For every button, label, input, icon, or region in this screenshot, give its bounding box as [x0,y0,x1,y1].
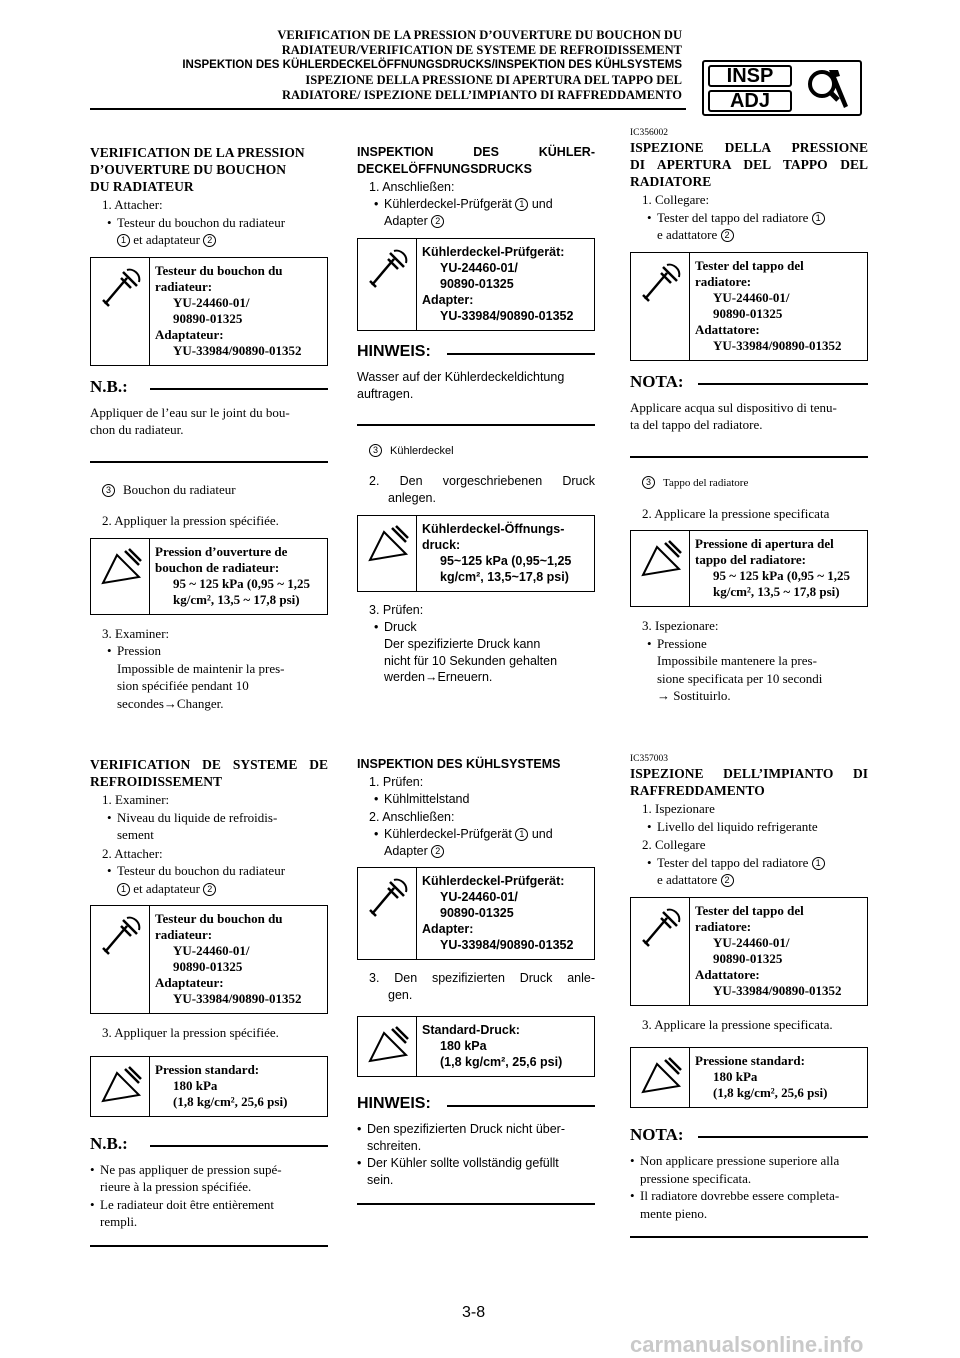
step-3: 3. Prüfen: [369,602,424,617]
note-heading: NOTA: [630,1124,868,1146]
section-heading: ISPEZIONE DELL’IMPIANTO DI RAFFREDDAMENTO [630,766,868,798]
note-text: Applicare acqua sul dispositivo di tenu- ta del tappo del radiatore. [630,399,837,433]
specification-gauge-icon [639,539,683,583]
special-tool-wrench-icon [639,906,683,950]
tool-spec-text: Kühlerdeckel-Prüfgerät: YU-24460-01/ 90890-01325 Adapter: YU-33984/90890-01352 [422,874,574,953]
step-1-item: • Kühlmittelstand [357,791,595,808]
special-tool-wrench-icon [639,261,683,305]
note-heading: N.B.: [90,376,328,398]
tool-box [90,905,328,1014]
step-1: 1. Prüfen: [369,775,424,789]
header-title-line: RADIATEUR/VERIFICATION DE SYSTEME DE REFROIDISSEMENT [281,43,682,57]
tool-box [357,867,595,960]
step-3-item: • Pressione [630,635,868,653]
header-rule [90,108,686,110]
step-3-text: Impossibile mantenere la pres- sione specificata per 10 secondi → Sostituirlo. [657,653,823,704]
note-end-rule [357,424,595,426]
spec-box [630,530,868,607]
special-tool-wrench-icon [366,876,410,920]
step-2-item: • Kühlerdeckel-Prüfgerät 1 und [357,826,595,843]
note-heading: N.B.: [90,1133,328,1155]
specification-gauge-icon [366,1025,410,1069]
section-fr-cap-pressure [90,134,328,713]
section-de-cooling-system [357,756,595,1205]
step-1: 1. Ispezionare [642,801,715,816]
note-heading: HINWEIS: [357,341,595,363]
section-it-cooling-system [630,754,868,1238]
tool-spec-text: Kühlerdeckel-Prüfgerät: YU-24460-01/ 90890-01325 Adapter: YU-33984/90890-01352 [422,244,574,323]
step-3: 3. Examiner: [102,625,170,641]
tool-box [90,257,328,366]
tool-box [630,252,868,361]
special-tool-wrench-icon [99,266,143,310]
callout-3: 3 Kühlerdeckel [357,444,595,459]
step-2: 2. Applicare la pressione specificata [642,505,830,521]
note-text: • Ne pas appliquer de pression supé- rieure à la pression spécifiée. • Le radiateur doit être entièrement rempli. [90,1161,328,1231]
step-1: 1. Anschließen: [369,180,455,194]
section-heading: INSPEKTION DES KÜHLER- DECKELÖFFNUNGSDRUCKS [357,145,595,176]
section-heading: ISPEZIONE DELLA PRESSIONE DI APERTURA DEL TAPPO DEL RADIATORE [630,140,868,189]
section-code: IC357003 [630,754,668,764]
section-heading: INSPEKTION DES KÜHLSYSTEMS [357,757,561,771]
wrench-and-magnifier-icon [802,66,854,110]
header-title-line: RADIATORE/ ISPEZIONE DELL’IMPIANTO DI RAFFREDDAMENTO [281,88,682,102]
special-tool-wrench-icon [366,247,410,291]
section-heading: VERIFICATION DE SYSTEME DE REFROIDISSEMENT [90,757,328,789]
tool-spec-text: Testeur du bouchon du radiateur: YU-24460-01/ 90890-01325 Adaptateur: YU-33984/90890-01352 [155,911,302,1007]
step-2: 2. Anschließen: [369,809,455,824]
step-2-item: • Testeur du bouchon du radiateur [90,862,328,880]
ref-2: 2 [203,234,216,247]
section-fr-cooling-system [90,756,328,1247]
spec-text: Pression d’ouverture de bouchon de radiateur: 95 ~ 125 kPa (0,95 ~ 1,25 kg/cm², 13,5 ~ 17,8 psi) [155,543,311,607]
spec-text: Pressione di apertura del tappo del radiatore: 95 ~ 125 kPa (0,95 ~ 1,25 kg/cm², 13,5 ~ 17,8 psi) [695,536,851,600]
note-end-rule [630,456,868,458]
spec-box [630,1047,868,1108]
badge-adj: ADJ [708,90,792,112]
watermark: carmanualsonline.info [630,1332,864,1357]
spec-text: Pressione standard: 180 kPa (1,8 kg/cm², 25,6 psi) [695,1053,828,1101]
section-de-cap-pressure [357,134,595,686]
step-1: 1. Collegare: [642,192,710,207]
step-2-item-cont: e adattatore 2 [630,871,868,889]
step-2-item-cont: 1 et adaptateur 2 [90,880,328,898]
section-it-cap-pressure [630,128,868,705]
callout-3: 3 Bouchon du radiateur [90,481,328,499]
spec-box [357,1016,595,1077]
step-3-item: • Druck [357,619,595,636]
note-heading: NOTA: [630,371,868,393]
page-number: 3-8 [462,1304,486,1321]
step-3-text: Impossible de maintenir la pres- sion spécifiée pendant 10 secondes→Changer. [117,660,285,712]
note-text: Appliquer de l’eau sur le joint du bou- chon du radiateur. [90,404,290,438]
note-text: • Non applicare pressione superiore alla pressione specificata. • Il radiatore dovrebbe essere completa- mente pieno. [630,1152,868,1222]
step-1-item: • Testeur du bouchon du radiateur [90,214,328,232]
step-3: 3. Applicare la pressione specificata. [642,1016,833,1032]
note-heading: HINWEIS: [357,1093,595,1115]
specification-gauge-icon [99,547,143,591]
special-tool-wrench-icon [99,914,143,958]
specification-gauge-icon [99,1065,143,1109]
step-2: 2. Den vorgeschriebenen Druck anlegen. [369,474,595,506]
header-title-line: ISPEZIONE DELLA PRESSIONE DI APERTURA DEL TAPPO DEL [305,73,682,87]
step-3: 3. Ispezionare: [642,618,719,634]
section-code: IC356002 [630,128,668,138]
specification-gauge-icon [366,524,410,568]
specification-gauge-icon [639,1056,683,1100]
note-end-rule [90,1245,328,1247]
step-1-item: • Niveau du liquide de refroidis- sement [90,809,328,844]
step-2: 2. Attacher: [102,845,163,861]
step-1-item: • Tester del tappo del radiatore 1 [630,209,868,227]
spec-text: Kühlerdeckel-Öffnungs- druck: 95~125 kPa (0,95~1,25 kg/cm², 13,5~17,8 psi) [422,521,572,584]
step-1-item: • Livello del liquido refrigerante [630,818,868,836]
section-heading: VERIFICATION DE LA PRESSION D’OUVERTURE DU BOUCHON DU RADIATEUR [90,145,305,194]
tool-spec-text: Tester del tappo del radiatore: YU-24460-01/ 90890-01325 Adattatore: YU-33984/90890-01352 [695,902,842,998]
step-1: 1. Examiner: [102,792,170,807]
header-title-line: VERIFICATION DE LA PRESSION D’OUVERTURE DU BOUCHON DU [277,28,682,42]
spec-text: Standard-Druck: 180 kPa (1,8 kg/cm², 25,6 psi) [422,1023,563,1070]
badge-insp: INSP [708,65,792,87]
step-2: 2. Appliquer la pression spécifiée. [102,513,279,529]
step-2: 2. Collegare [642,837,706,853]
step-3: 3. Den spezifizierten Druck anle- gen. [369,971,595,1003]
callout-3: 3 Tappo del radiatore [630,476,868,491]
tool-spec-text: Testeur du bouchon du radiateur: YU-24460-01/ 90890-01325 Adaptateur: YU-33984/90890-01352 [155,262,302,358]
spec-text: Pression standard: 180 kPa (1,8 kg/cm², 25,6 psi) [155,1061,288,1109]
note-text: • Den spezifizierten Druck nicht über- schreiten. • Der Kühler sollte vollständig gefüllt sein. [357,1121,595,1189]
note-end-rule [90,461,328,463]
tool-spec-text: Tester del tappo del radiatore: YU-24460-01/ 90890-01325 Adattatore: YU-33984/90890-01352 [695,257,842,353]
header-titles [90,28,682,103]
step-3-item: • Pression [90,642,328,660]
header-title-line: INSPEKTION DES KÜHLERDECKELÖFFNUNGSDRUCKS/INSPEKTION DES KÜHLSYSTEMS [182,59,682,71]
tool-box [630,897,868,1006]
step-1-item-cont: e adattatore 2 [630,226,868,244]
step-1: 1. Attacher: [102,197,163,212]
step-1-item-cont: Adapter 2 [357,213,595,230]
step-1-item-cont: 1 et adaptateur 2 [90,231,328,249]
note-end-rule [630,1236,868,1238]
section-badge [702,60,862,116]
tool-box [357,238,595,331]
note-end-rule [357,1203,595,1205]
step-1-item: • Kühlerdeckel-Prüfgerät 1 und [357,196,595,213]
step-2-item-cont: Adapter 2 [357,843,595,860]
step-2-item: • Tester del tappo del radiatore 1 [630,854,868,872]
ref-1: 1 [117,234,130,247]
step-3-text: Der spezifizierte Druck kann nicht für 10 Sekunden gehalten werden→Erneuern. [384,636,558,685]
spec-box [90,538,328,615]
spec-box [90,1056,328,1117]
note-text: Wasser auf der Kühlerdeckeldichtung auftragen. [357,369,565,401]
spec-box [357,515,595,592]
step-3: 3. Appliquer la pression spécifiée. [102,1025,279,1041]
